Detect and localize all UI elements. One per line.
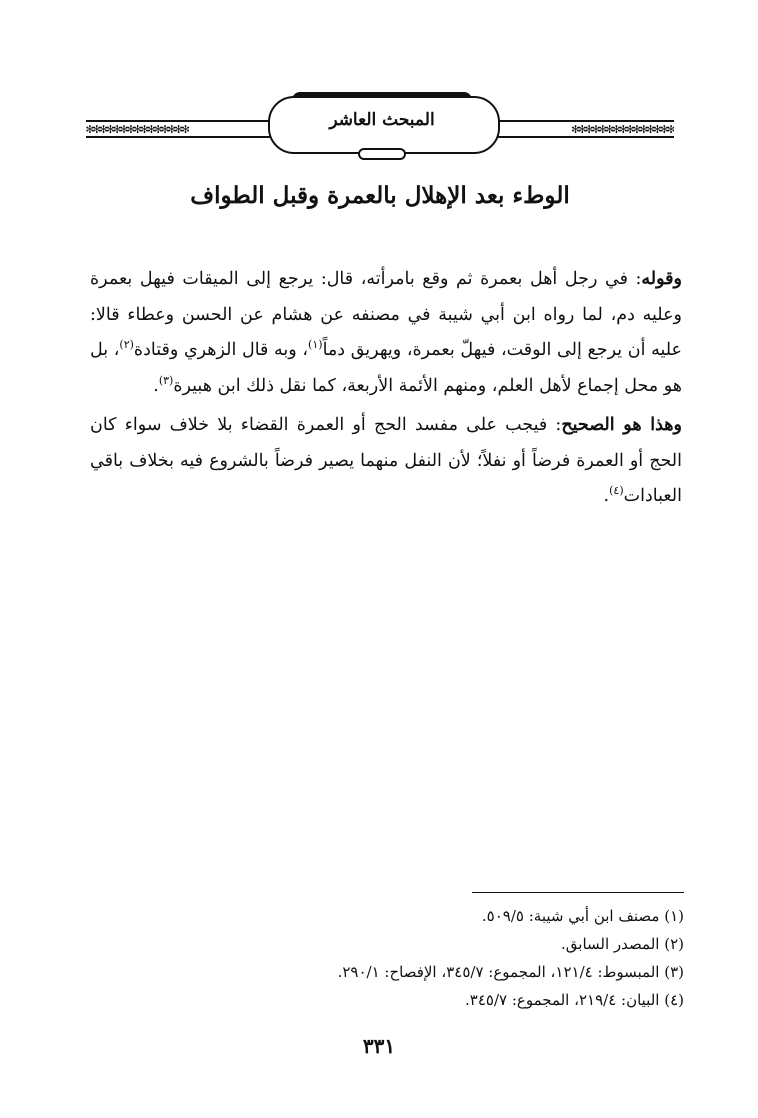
body-text (90, 262, 682, 519)
paragraph-text: : في رجل أهل بعمرة ثم وقع بامرأته، قال: يرجع إلى الميقات فيهل بعمرة وعليه دم، لما رواه ابن أبي شيبة في مصنفه عن هشام عن الحسن وعطاء قالا: عليه أن يرجع إلى الوقت، فيهلّ بعمرة، ويهريق دماً (90, 269, 682, 360)
footnote-3: (٣) المبسوط: ١٢١/٤، المجموع: ٣٤٥/٧، الإفصاح: ٢٩٠/١. (337, 963, 684, 981)
footnote-ref[interactable]: (١) (308, 338, 323, 352)
footnote-1: (١) مصنف ابن أبي شيبة: ٥٠٩/٥. (481, 907, 684, 925)
paragraph-text: ، بل هو محل إجماع لأهل العلم، ومنهم الأئمة الأربعة، كما نقل ذلك ابن هبيرة (90, 340, 682, 396)
section-label: المبحث العاشر (329, 110, 435, 130)
footnotes (200, 902, 684, 1014)
paragraph-1 (90, 262, 682, 404)
page-number: ٣٣١ (362, 1034, 396, 1058)
section-header-ornament (86, 92, 674, 164)
paragraph-text: ، وبه قال الزهري وقتادة (133, 340, 309, 360)
paragraph-lead: وهذا هو الصحيح (561, 415, 682, 435)
ornament-chain-left: ✻✻✻✻✻✻✻✻✻✻✻✻✻✻✻ (86, 122, 189, 136)
footnote-ref[interactable]: (٣) (158, 373, 174, 387)
paragraph-text: . (603, 486, 610, 506)
footnote-4: (٤) البيان: ٢١٩/٤، المجموع: ٣٤٥/٧. (465, 991, 684, 1009)
paragraph-lead: وقوله (641, 269, 682, 289)
footnote-2: (٢) المصدر السابق. (561, 935, 684, 953)
page-heading: الوطء بعد الإهلال بالعمرة وقبل الطواف (190, 182, 570, 209)
footnote-separator (472, 892, 684, 893)
cartouche-tab (358, 148, 406, 160)
footnote-ref[interactable]: (٤) (609, 484, 624, 498)
paragraph-2 (90, 408, 682, 515)
paragraph-text: : فيجب على مفسد الحج أو العمرة القضاء بلا خلاف سواء كان الحج أو العمرة فرضاً أو نفلاً؛ لأن النفل منهما يصير فرضاً بالشروع فيه بخلاف باقي العبادات (90, 415, 682, 506)
footnote-ref[interactable]: (٢) (119, 338, 134, 352)
ornament-chain-right: ✻✻✻✻✻✻✻✻✻✻✻✻✻✻✻ (571, 122, 674, 136)
paragraph-text: . (153, 375, 159, 396)
